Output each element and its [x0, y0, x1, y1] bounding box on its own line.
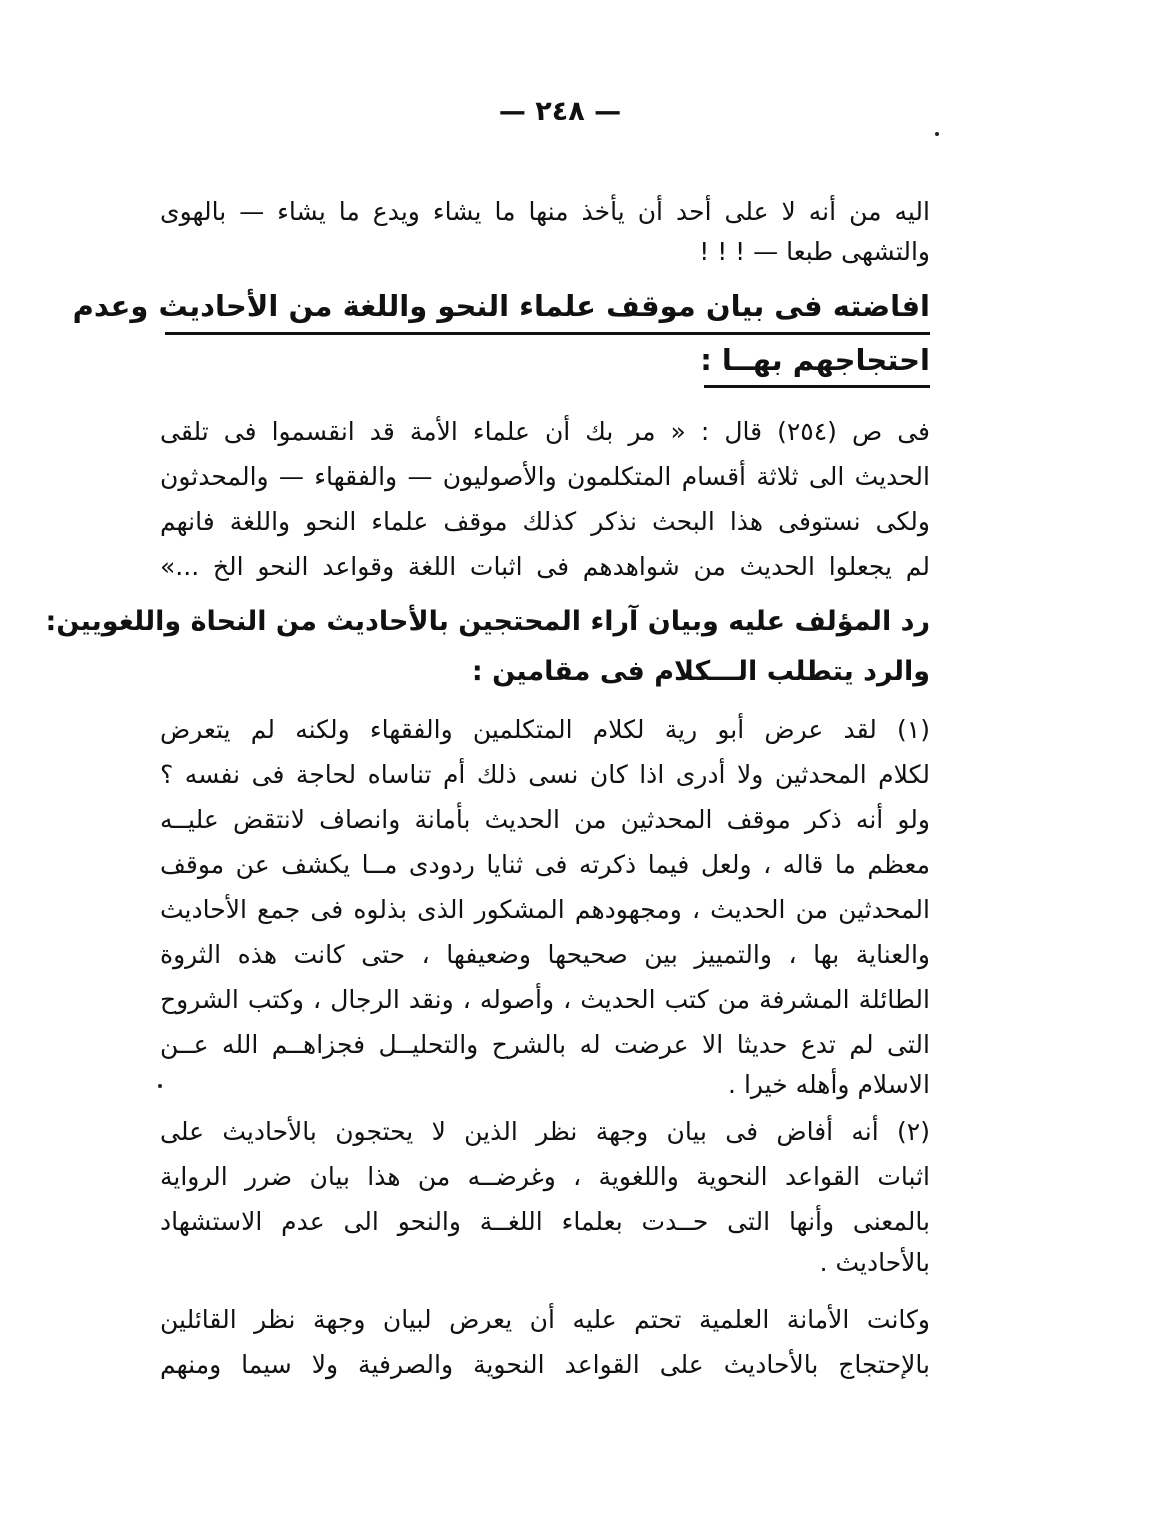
paragraph-line: (١) لقد عرض أبو رية لكلام المتكلمين والفقهاء ولكنه لم يتعرض: [160, 715, 930, 744]
paragraph-line: الاسلام وأهله خيرا .: [728, 1070, 930, 1099]
paragraph-line: المحدثين من الحديث ، ومجهودهم المشكور الذى بذلوه فى جمع الأحاديث: [160, 895, 930, 924]
paragraph-line: اثبات القواعد النحوية واللغوية ، وغرضــه من هذا بيان ضرر الرواية: [160, 1162, 930, 1191]
quote-line: ولكى نستوفى هذا البحث نذكر كذلك موقف علماء النحو واللغة فانهم: [160, 507, 930, 536]
paragraph-line: بالمعنى وأنها التى حــدت بعلماء اللغــة والنحو الى عدم الاستشهاد: [160, 1207, 930, 1236]
intro-line: اليه من أنه لا على أحد أن يأخذ منها ما يشاء ويدع ما يشاء — بالهوى: [160, 197, 930, 226]
scan-speck: [935, 132, 939, 136]
section-heading: والرد يتطلب الـــكلام فى مقامين :: [471, 656, 930, 687]
paragraph-line: معظم ما قاله ، ولعل فيما ذكرته فى ثنايا ردودى مــا يكشف عن موقف: [160, 850, 930, 879]
paragraph-line: التى لم تدع حديثا الا عرضت له بالشرح والتحليــل فجزاهــم الله عــن: [160, 1030, 930, 1059]
paragraph-line: بالإحتجاج بالأحاديث على القواعد النحوية والصرفية ولا سيما ومنهم: [160, 1350, 930, 1379]
paragraph-line: بالأحاديث .: [819, 1248, 930, 1277]
paragraph-line: (٢) أنه أفاض فى بيان وجهة نظر الذين لا يحتجون بالأحاديث على: [160, 1117, 930, 1146]
paragraph-line: والعناية بها ، والتمييز بين صحيحها وضعيفها ، حتى كانت هذه الثروة: [160, 940, 930, 969]
page-number: — ٢٤٨ —: [498, 96, 622, 127]
section-heading: رد المؤلف عليه وبيان آراء المحتجين بالأحاديث من النحاة واللغويين:: [45, 606, 930, 637]
paragraph-line: وكانت الأمانة العلمية تحتم عليه أن يعرض لبيان وجهة نظر القائلين: [160, 1305, 930, 1334]
section-heading: احتجاجهم بهــا :: [700, 343, 930, 377]
quote-line: الحديث الى ثلاثة أقسام المتكلمون والأصوليون — والفقهاء — والمحدثون: [160, 462, 930, 491]
heading-underline: [704, 385, 930, 388]
intro-line: والتشهى طبعا — ! ! !: [699, 237, 930, 266]
section-heading: افاضته فى بيان موقف علماء النحو واللغة من الأحاديث وعدم: [72, 289, 930, 323]
heading-underline: [165, 332, 930, 335]
quote-line: لم يجعلوا الحديث من شواهدهم فى اثبات اللغة وقواعد النحو الخ ...»: [160, 552, 930, 581]
quote-line: فى ص (٢٥٤) قال : « مر بك أن علماء الأمة قد انقسموا فى تلقى: [160, 417, 930, 446]
paragraph-line: الطائلة المشرفة من كتب الحديث ، وأصوله ، ونقد الرجال ، وكتب الشروح: [160, 985, 930, 1014]
paragraph-line: لكلام المحدثين ولا أدرى اذا كان نسى ذلك أم تناساه لحاجة فى نفسه ؟: [160, 760, 930, 789]
paragraph-line: ولو أنه ذكر موقف المحدثين من الحديث بأمانة وانصاف لانتقض عليــه: [160, 805, 930, 834]
